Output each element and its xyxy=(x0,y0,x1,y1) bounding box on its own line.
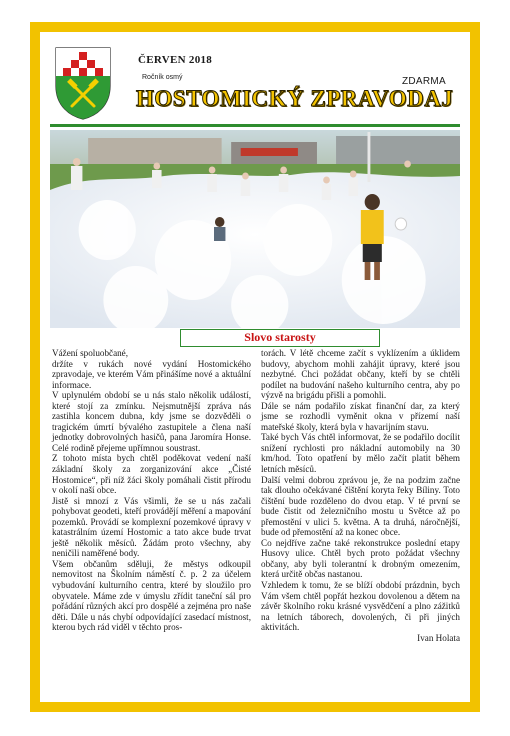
page-content xyxy=(50,40,460,694)
paragraph: Všem občanům sděluji, že městys odkoupil nemovitost na Školním náměstí č. p. 2 za účelem vybudování kulturního centra, které by sloužilo pro obyvatele. Máme zde v úmyslu zřídit taneční sál pro pořádání různých akcí pro dospělé a zejména pro naše děti. Dále u nás chybí odpovídající zasedací místnost, kterou bych rád viděl v těchto pros- xyxy=(52,558,251,633)
paragraph: Také bych Vás chtěl informovat, že se podařilo docílit snížení rychlosti pro nákladní automobily na 30 km/hod. Toto opatření by mělo začít platit během letních měsíců. xyxy=(261,432,460,475)
paragraph: Jistě si mnozí z Vás všimli, že se u nás začali pohybovat geodeti, kteří provádějí měření a mapování pozemků. Provádí se komplexní pozemkové úpravy v katastrálním území Hostomic a tato akce bude trvat ještě několik měsíců. Žádám proto všechny, aby neničili naměřené body. xyxy=(52,495,251,559)
paragraph: torách. V létě chceme začít s vyklízením a úklidem budovy, abychom mohli zahájit úpravy, které jsou nezbytné. Chci požádat občany, kteří by se chtěli podílet na budování našeho kulturního centra, aby po výzvě na brigádu přišli a pomohli. xyxy=(261,348,460,401)
article-body xyxy=(52,348,460,694)
issue-date: ČERVEN 2018 xyxy=(138,54,213,66)
article-column-left xyxy=(52,348,251,694)
header-rule xyxy=(50,124,460,127)
paragraph: Dále se nám podařilo získat finanční dar, za který jsme se rozhodli vyměnit okna v přízemí naší mateřské školy, která byla v havarijním stavu. xyxy=(261,400,460,432)
paragraph: Vážení spoluobčané, xyxy=(52,348,129,358)
masthead-title: HOSTOMICKÝ ZPRAVODAJ xyxy=(136,86,454,111)
page-frame xyxy=(30,22,480,712)
article-title: Slovo starosty xyxy=(180,329,380,347)
paragraph: Další velmi dobrou zprávou je, že na podzim začne tak dlouho očekávané čištění koryta řeky Bíliny. Toto čištění bude rozděleno do dvou etap. V té první se bude čistit od železničního mostu u Světce až po přemostění v ulici 5. května. A ta druhá, náročnější, bude od přemostění až na konec obce. xyxy=(261,474,460,538)
paragraph: Co nejdříve začne také rekonstrukce poslední etapy Husovy ulice. Chtěl bych proto požádat všechny občany, aby byli tolerantní k drobným omezením, která určitě občas nastanou. xyxy=(261,537,460,580)
price-label: ZDARMA xyxy=(401,76,446,87)
article-column-right xyxy=(261,348,460,694)
paragraph: V uplynulém období se u nás stalo několik událostí, které stojí za zmínku. Nejsmutnější zpráva nás zastihla koncem dubna, kdy jsme se dozvěděli o tragickém úmrtí bývalého zastupitele a člena naší jednotky dobrovolných hasičů, pana Jaromíra Honse. Celé rodině přejeme upřímnou soustrast. xyxy=(52,390,251,453)
children-foam-party-photo-icon xyxy=(50,130,460,328)
paragraph: držíte v rukách nové vydání Hostomického zpravodaje, ve kterém Vám přinášíme nové a aktuální informace. xyxy=(52,358,251,390)
signature: Ivan Holata xyxy=(417,632,460,643)
volume-label: Ročník osmý xyxy=(142,74,183,81)
paragraph: Z tohoto místa bych chtěl poděkovat vedení naší základní školy za zorganizování akce „Čisté Hostomice“, při níž žáci školy pomáhali čistit přírodu v okolí naší obce. xyxy=(52,453,251,496)
paragraph: Vzhledem k tomu, že se blíží období prázdnin, bych Vám všem chtěl popřát hezkou dovolenou a dětem na závěr školního roku krásné vysvědčení a plno zážitků na letních táborech, dovolených, či při jiných aktivitách. xyxy=(261,580,460,633)
coat-of-arms-icon xyxy=(54,46,112,120)
cover-photo xyxy=(50,130,460,328)
